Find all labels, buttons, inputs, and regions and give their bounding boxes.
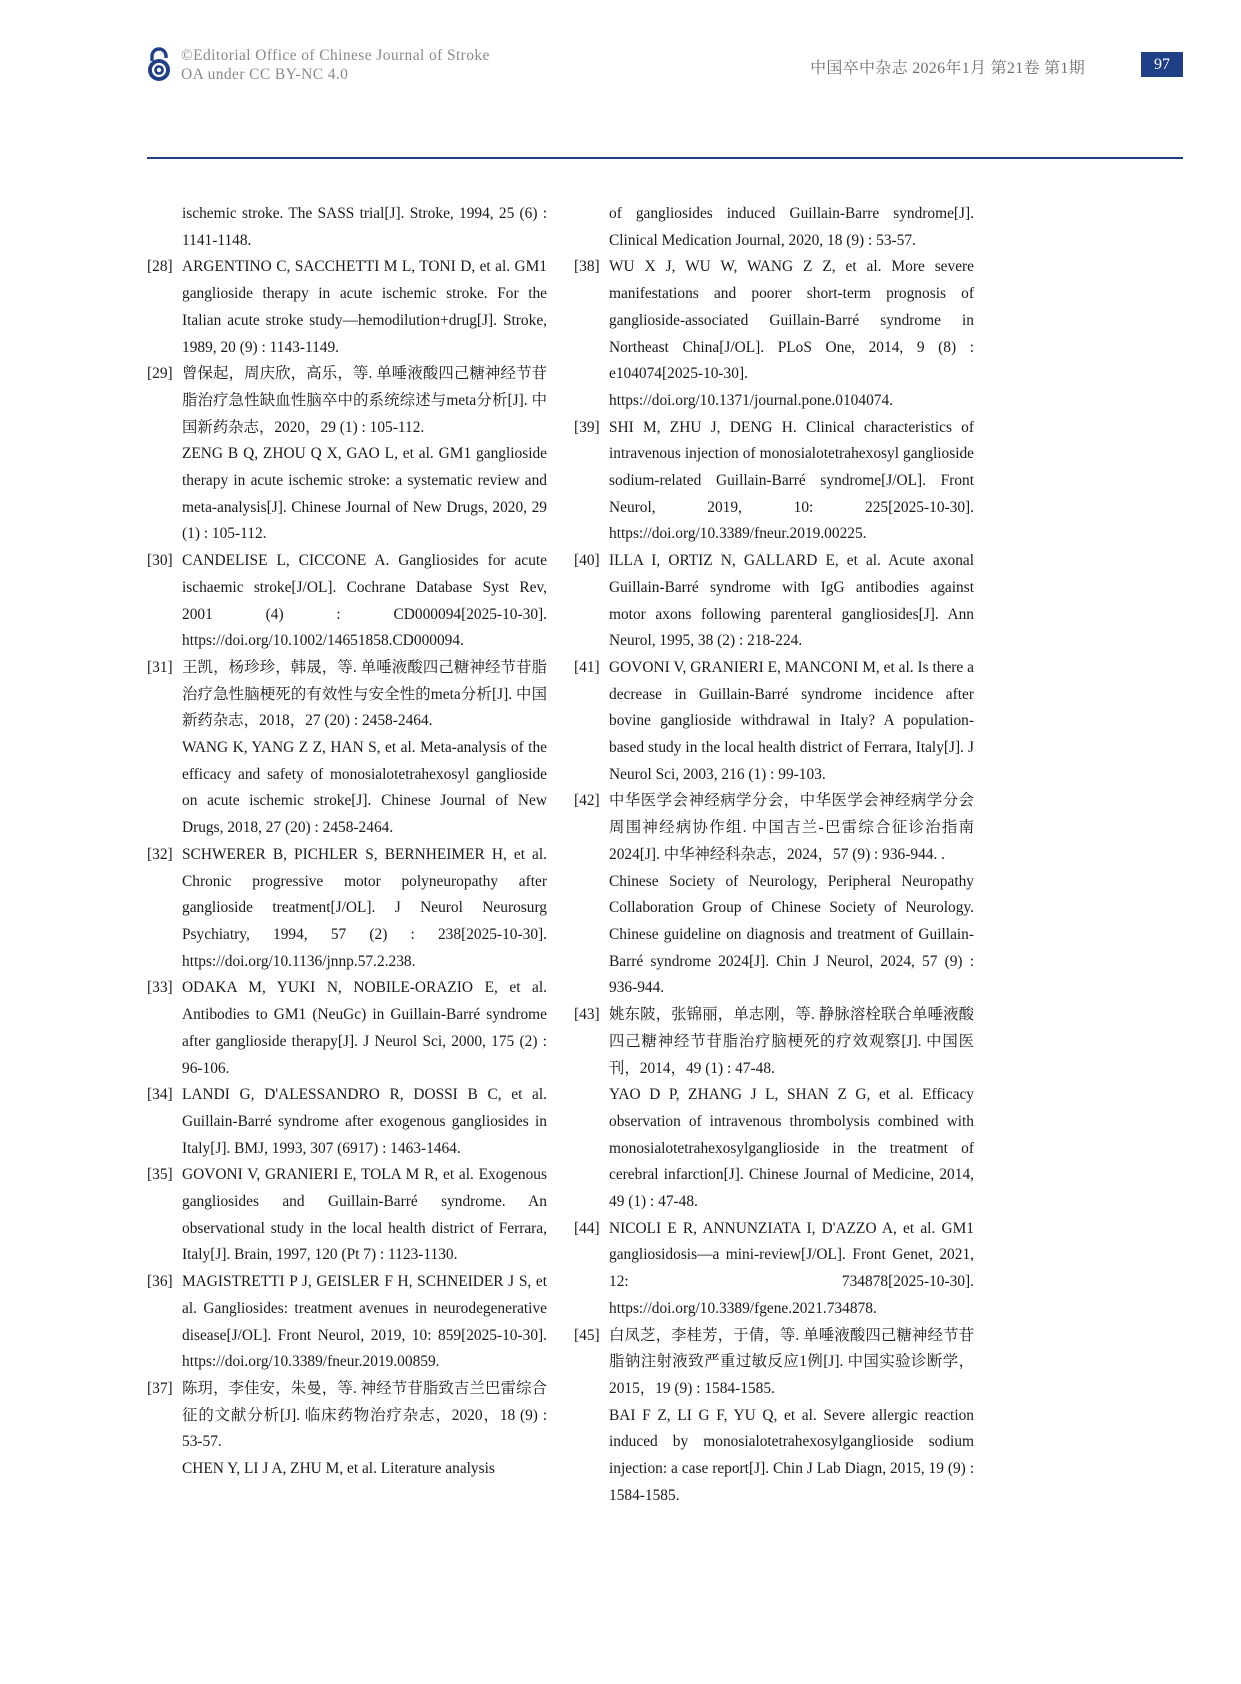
reference-text: 白凤芝，李桂芳，于倩，等. 单唾液酸四己糖神经节苷脂钠注射液致严重过敏反应1例[J]. 中国实验诊断学，2015，19 (9) : 1584-1585. <box>609 1326 974 1397</box>
reference-translation: CHEN Y, LI J A, ZHU M, et al. Literature analysis <box>182 1460 495 1478</box>
reference-number: [34] <box>147 1086 173 1104</box>
reference-text: ARGENTINO C, SACCHETTI M L, TONI D, et al. GM1 ganglioside therapy in acute ischemic stroke. For the Italian acute stroke study—hemodilution+drug[J]. Stroke, 1989, 20 (9) : 1143-1149. <box>182 258 547 356</box>
reference-text: LANDI G, D'ALESSANDRO R, DOSSI B C, et al. Guillain-Barré syndrome after exogenous gangliosides in Italy[J]. BMJ, 1993, 307 (6917) : 1463-1464. <box>182 1086 547 1157</box>
reference-text: GOVONI V, GRANIERI E, MANCONI M, et al. Is there a decrease in Guillain-Barré syndrome incidence after bovine ganglioside withdrawal in Italy? A population-based study in the local health district of Ferrara, Italy[J]. J Neurol Sci, 2003, 216 (1) : 99-103. <box>609 658 974 783</box>
reference-translation: ZENG B Q, ZHOU Q X, GAO L, et al. GM1 ganglioside therapy in acute ischemic stroke: a systematic review and meta-analysis[J]. Chinese Journal of New Drugs, 2020, 29 (1) : 105-112. <box>182 445 547 543</box>
reference-text: NICOLI E R, ANNUNZIATA I, D'AZZO A, et al. GM1 gangliosidosis—a mini-review[J/OL]. Front Genet, 2021, 12: 734878[2025-10-30]. https://doi.org/10.3389/fgene.2021.734878. <box>609 1219 974 1317</box>
reference-text: MAGISTRETTI P J, GEISLER F H, SCHNEIDER J S, et al. Gangliosides: treatment avenues in neurodegenerative disease[J/OL]. Front Neurol, 2019, 10: 859[2025-10-30]. https://doi.org/10.3389/fneur.2019.00859. <box>182 1273 547 1371</box>
reference-text: of gangliosides induced Guillain-Barre syndrome[J]. Clinical Medication Journal, 2020, 18 (9) : 53-57. <box>609 205 974 249</box>
reference-number: [43] <box>574 1006 600 1024</box>
reference-translation: YAO D P, ZHANG J L, SHAN Z G, et al. Efficacy observation of intravenous thrombolysis combined with monosialotetrahexosylganglioside in the treatment of cerebral infarction[J]. Chinese Journal of Medicine, 2014, 49 (1) : 47-48. <box>609 1086 974 1211</box>
reference-continuation <box>147 201 547 254</box>
reference-number: [44] <box>574 1219 600 1237</box>
journal-issue-info: 中国卒中杂志 2026年1月 第21卷 第1期 <box>810 60 1085 77</box>
reference-entry <box>574 415 974 549</box>
reference-text: GOVONI V, GRANIERI E, TOLA M R, et al. Exogenous gangliosides and Guillain-Barré syndrome. An observational study in the local health district of Ferrara, Italy[J]. Brain, 1997, 120 (Pt 7) : 1123-1130. <box>182 1166 547 1264</box>
reference-entry <box>574 1216 974 1323</box>
reference-number: [42] <box>574 792 600 810</box>
reference-entry <box>574 548 974 655</box>
reference-entry <box>147 655 547 842</box>
reference-entry <box>147 1269 547 1376</box>
reference-translation: BAI F Z, LI G F, YU Q, et al. Severe allergic reaction induced by monosialotetrahexosylganglioside sodium injection: a case report[J]. Chin J Lab Diagn, 2015, 19 (9) : 1584-1585. <box>609 1406 974 1504</box>
reference-number: [41] <box>574 658 600 676</box>
reference-entry <box>147 842 547 976</box>
header-divider <box>147 157 1183 159</box>
reference-entry <box>574 788 974 1002</box>
reference-number: [30] <box>147 552 173 570</box>
reference-text: ischemic stroke. The SASS trial[J]. Stroke, 1994, 25 (6) : 1141-1148. <box>182 205 547 249</box>
reference-column-left <box>147 201 547 1483</box>
reference-continuation <box>574 201 974 254</box>
reference-number: [40] <box>574 552 600 570</box>
reference-entry <box>574 254 974 414</box>
reference-text: 中华医学会神经病学分会，中华医学会神经病学分会周围神经病协作组. 中国吉兰-巴雷综合征诊治指南2024[J]. 中华神经科杂志，2024，57 (9) : 936-944. . <box>609 792 974 863</box>
copyright-notice <box>181 46 490 84</box>
reference-number: [45] <box>574 1326 600 1344</box>
reference-entry <box>147 1162 547 1269</box>
copyright-line: ©Editorial Office of Chinese Journal of Stroke <box>181 47 490 64</box>
reference-number: [33] <box>147 979 173 997</box>
reference-column-right <box>574 201 974 1509</box>
reference-translation: WANG K, YANG Z Z, HAN S, et al. Meta-analysis of the efficacy and safety of monosialotetrahexosyl ganglioside on acute ischemic stroke[J]. Chinese Journal of New Drugs, 2018, 27 (20) : 2458-2464. <box>182 739 547 837</box>
reference-number: [38] <box>574 258 600 276</box>
reference-text: WU X J, WU W, WANG Z Z, et al. More severe manifestations and poorer short-term prognosis of ganglioside-associated Guillain-Barré syndrome in Northeast China[J/OL]. PLoS One, 2014, 9 (8) : e104074[2025-10-30]. https://doi.org/10.1371/journal.pone.0104074. <box>609 258 974 409</box>
reference-text: 王凯，杨珍珍，韩晟，等. 单唾液酸四己糖神经节苷脂治疗急性脑梗死的有效性与安全性的meta分析[J]. 中国新药杂志，2018，27 (20) : 2458-2464. <box>182 658 547 730</box>
reference-entry <box>147 361 547 548</box>
reference-entry <box>147 254 547 361</box>
reference-text: SHI M, ZHU J, DENG H. Clinical characteristics of intravenous injection of monosialotetrahexosyl ganglioside sodium-related Guillain-Barré syndrome[J/OL]. Front Neurol, 2019, 10: 225[2025-10-30]. https://doi.org/10.3389/fneur.2019.00225. <box>609 418 974 543</box>
reference-entry <box>574 1002 974 1216</box>
reference-entry <box>574 655 974 789</box>
reference-number: [35] <box>147 1166 173 1184</box>
license-line: OA under CC BY-NC 4.0 <box>181 66 349 83</box>
reference-number: [29] <box>147 365 173 383</box>
reference-entry <box>147 1376 547 1483</box>
reference-number: [28] <box>147 258 173 276</box>
reference-entry <box>147 975 547 1082</box>
page-header <box>0 0 1241 160</box>
reference-number: [32] <box>147 845 173 863</box>
reference-number: [39] <box>574 418 600 436</box>
reference-text: 陈玥，李佳安，朱曼，等. 神经节苷脂致吉兰巴雷综合征的文献分析[J]. 临床药物治疗杂志，2020，18 (9) : 53-57. <box>182 1379 547 1451</box>
reference-text: 曾保起，周庆欣，高乐，等. 单唾液酸四己糖神经节苷脂治疗急性缺血性脑卒中的系统综述与meta分析[J]. 中国新药杂志，2020，29 (1) : 105-112. <box>182 365 547 436</box>
reference-number: [37] <box>147 1379 173 1397</box>
reference-text: SCHWERER B, PICHLER S, BERNHEIMER H, et al. Chronic progressive motor polyneuropathy after ganglioside treatment[J/OL]. J Neurol Neurosurg Psychiatry, 1994, 57 (2) : 238[2025-10-30]. https://doi.org/10.1136/jnnp.57.2.238. <box>182 845 547 970</box>
reference-text: ILLA I, ORTIZ N, GALLARD E, et al. Acute axonal Guillain-Barré syndrome with IgG antibodies against motor axons following parenteral gangliosides[J]. Ann Neurol, 1995, 38 (2) : 218-224. <box>609 552 974 650</box>
reference-translation: Chinese Society of Neurology, Peripheral Neuropathy Collaboration Group of Chinese Society of Neurology. Chinese guideline on diagnosis and treatment of Guillain-Barré syndrome 2024[J]. Chin J Neurol, 2024, 57 (9) : 936-944. <box>609 872 974 997</box>
reference-number: [36] <box>147 1273 173 1291</box>
open-access-lock-icon <box>146 46 172 82</box>
reference-text: CANDELISE L, CICCONE A. Gangliosides for acute ischaemic stroke[J/OL]. Cochrane Database Syst Rev, 2001 (4) : CD000094[2025-10-30]. https://doi.org/10.1002/14651858.CD000094. <box>182 552 547 650</box>
reference-entry <box>147 1082 547 1162</box>
reference-text: ODAKA M, YUKI N, NOBILE-ORAZIO E, et al. Antibodies to GM1 (NeuGc) in Guillain-Barré syndrome after ganglioside therapy[J]. J Neurol Sci, 2000, 175 (2) : 96-106. <box>182 979 547 1077</box>
reference-number: [31] <box>147 658 173 676</box>
reference-entry <box>147 548 547 655</box>
reference-text: 姚东陂，张锦丽，单志刚，等. 静脉溶栓联合单唾液酸四己糖神经节苷脂治疗脑梗死的疗效观察[J]. 中国医刊，2014，49 (1) : 47-48. <box>609 1006 974 1077</box>
reference-entry <box>574 1323 974 1510</box>
page-number-badge: 97 <box>1141 52 1183 77</box>
